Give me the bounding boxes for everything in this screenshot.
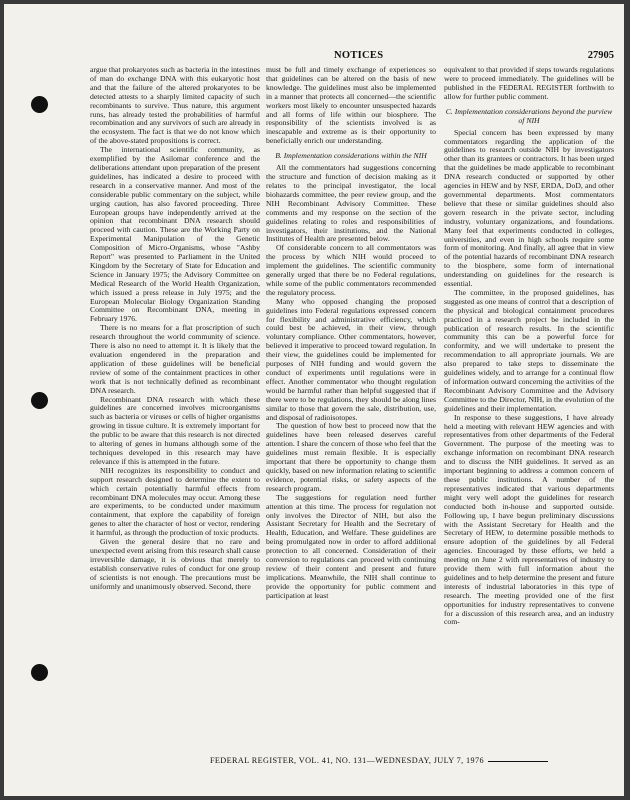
paragraph: must be full and timely exchange of experiences so that guidelines can be altered on the basis of new knowledge. The guidelines must also be implemented in a manner that protects all concerned—the scientific workers most likely to encounter unsuspected hazards and all forms of life within our biosphere. The responsibility of the scientists involved is as inescapable and extreme as is their opportunity to beneficially enrich our understanding. [266, 66, 436, 146]
paragraph: All the commentators had suggestions concerning the structure and function of decision making as it relates to the principal investigator, the local biohazards committee, the peer review group, and the NIH Recombinant Advisory Committee. These comments and my response on the section of the guidelines relating to roles and responsibilities of investigators, their institutions, and the National Institutes of Health are presented below. [266, 163, 436, 244]
paragraph: The question of how best to proceed now that the guidelines have been released deserves careful attention. I share the concern of those who feel that the guidelines must remain flexible. It is especially important that there be opportunity to change them quickly, based on new information relating to scientific evidence, potential risks, or safety aspects of the research program. [266, 421, 436, 493]
paragraph: argue that prokaryotes such as bacteria in the intestines of man do exchange DNA with this eukaryotic host and that the failure of the altered prokaryotes to be detected attests to a sharply limited capacity of such recombinants to survive. Thus nature, this argument runs, has already tested the probabilities of harmful recombination and any survivors of such are already in the ecosystem. The fact is that we do not know which of the above-stated propositions is correct. [90, 66, 260, 146]
paragraph: Of considerable concern to all commentators was the process by which NIH would proceed to implement the guidelines. The scientific community generally urged that there be no Federal regulations, while some of the public commentators recommended the regulatory process. [266, 243, 436, 297]
paragraph: In response to these suggestions, I have already held a meeting with relevant HEW agencies and with representatives from other departments of the Federal Government. The purpose of the meeting was to exchange information on recombinant DNA research and to discuss the NIH guidelines. It served as an important beginning to address a common concern of these public institutions. A number of the representatives indicated that various departments might very well adopt the guidelines for research conducted both in-house and supported outside. Following up, I have begun preliminary discussions with the Assistant Secretary for Health and the Secretary of HEW, to determine possible methods to ensure adoption of the guidelines by all Federal agencies. Encouraged by these efforts, we held a meeting on June 2 with representatives of industry to provide them with full information about the guidelines and to help determine the present and future interests of industrial laboratories in this type of research. The meeting provided one of the first opportunities for industry representatives to convene for a discussion of this research area, and an industry com- [444, 412, 614, 627]
paragraph: The international scientific community, as exemplified by the Asilomar conference and the deliberations attendant upon preparation of the present guidelines, has indicated a desire to proceed with research in a conservative manner. And most of the considerable public commentary on the subject, while urging caution, has also favored proceeding. Three European groups have independently arrived at the opinion that recombinant DNA research should proceed with caution. These are the Working Party on Experimental Manipulation of the Genetic Composition of Micro-Organisms, whose "Ashby Report" was presented to Parliament in the United Kingdom by the Secretary of State for Education and Science in January 1975; the Advisory Committee on Medical Research of the World Health Organization, which issued a press release in July 1975; and the European Molecular Biology Organization Standing Committee on Recombinant DNA, meeting in February 1976. [90, 145, 260, 324]
binder-hole [31, 96, 48, 113]
section-heading: B. Implementation considerations within the NIH [275, 151, 427, 161]
section-title: NOTICES [334, 50, 384, 61]
paragraph: Given the general desire that no rare and unexpected event arising from this research shall cause irreversible damage, it is obvious that merely to establish conservative rules of conduct for one group of scientists is not enough. The precautions must be uniformly and unanimously observed. Second, there [90, 537, 260, 591]
paragraph: Many who opposed changing the proposed guidelines into Federal regulations expressed concern for flexibility and administrative efficiency, which could best be achieved, in their view, through voluntary compliance. Other commentators, however, believed it imperative to proceed toward regulation. In their view, the guidelines could be implemented for purposes of NIH funding and would govern the conduct of experiments until regulations were in effect. Another commentator who thought regulation would be harmful rather than helpful suggested that if there were to be regulations, they should be along lines similar to those that govern the sale, distribution, use, and disposal of radioisotopes. [266, 296, 436, 422]
text-column-1 [90, 66, 260, 741]
page-footer [204, 756, 554, 765]
paragraph: The suggestions for regulation need further attention at this time. The process for regulation not only involves the Director of NIH, but also the Assistant Secretary for Health and the Secretary of Health, Education, and Welfare. These guidelines are being promulgated now in order to afford additional protection to all concerned. Consideration of their conversion to regulations can proceed with continuing review of their content and present and future implications. Meanwhile, the NIH shall continue to provide the opportunity for public comment and participation at least [266, 492, 436, 600]
footer-rule [488, 761, 548, 762]
paragraph: There is no means for a flat proscription of such research throughout the world community of science. There is also no need to attempt it. It is likely that the evaluation engendered in the preparation and application of these guidelines will be beneficial review of some of the containment practices in other work that is not technically defined as recombinant DNA research. [90, 323, 260, 395]
document-page [4, 4, 624, 796]
section-heading: C. Implementation considerations beyond the purview of NIH [445, 106, 613, 125]
footer-citation: FEDERAL REGISTER, VOL. 41, NO. 131—WEDNESDAY, JULY 7, 1976 [209, 756, 485, 765]
paragraph: Recombinant DNA research with which these guidelines are concerned involves microorganisms such as bacteria or viruses or cells of higher organisms growing in tissue culture. It is extremely important for the public to be aware that this research is not directed to altering of genes in humans although some of the techniques developed in this research may have relevance if this is attempted in the future. [90, 394, 260, 466]
paragraph: Special concern has been expressed by many commentators regarding the application of the guidelines to research outside NIH by investigators other than its grantees or contractors. It has been urged that the guidelines be made applicable to recombinant DNA research conducted or supported by other agencies in HEW and by NSF, ERDA, DoD, and other governmental departments. Most commentators believe that these or similar guidelines should also govern research in the private sector, including industry, voluntary organizations, and foundations. Many feel that experiments conducted in colleges, universities, and even in high schools require some form of monitoring. And finally, all agree that in view of the potential hazards of recombinant DNA research to the biosphere, some form of international understanding on guidelines for the research is essential. [444, 127, 614, 289]
page-header [84, 50, 614, 64]
paragraph: The committee, in the proposed guidelines, has suggested as one means of control that a description of the physical and biological containment procedures practiced in a research project be included in the publication of research results. In the scientific community this can be a powerful force for conformity, and we will undertake to present the recommendation to all appropriate journals. We are also prepared to take steps to disseminate the guidelines widely, and to arrange for a continual flow of information outward concerning the activities of the Recombinant Advisory Committee and the Advisory Committee to the Director, NIH, in the evolution of the guidelines and their implementation. [444, 287, 614, 413]
paragraph: equivalent to that provided if steps towards regulations were to proceed immediately. The guidelines will be published in the FEDERAL REGISTER forthwith to allow for further public comment. [444, 66, 614, 101]
text-column-3 [444, 66, 614, 741]
text-column-2 [266, 66, 436, 741]
page-number: 27905 [587, 50, 614, 61]
binder-hole [31, 392, 48, 409]
binder-hole [31, 664, 48, 681]
paragraph: NIH recognizes its responsibility to conduct and support research designed to determine the extent to which certain potentially harmful effects from recombinant DNA molecules may occur. Among these are experiments, to be conducted under maximum containment, that explore the capability of foreign genes to alter the character of host or vector, rendering it harmful, as through the production of toxic products. [90, 465, 260, 538]
